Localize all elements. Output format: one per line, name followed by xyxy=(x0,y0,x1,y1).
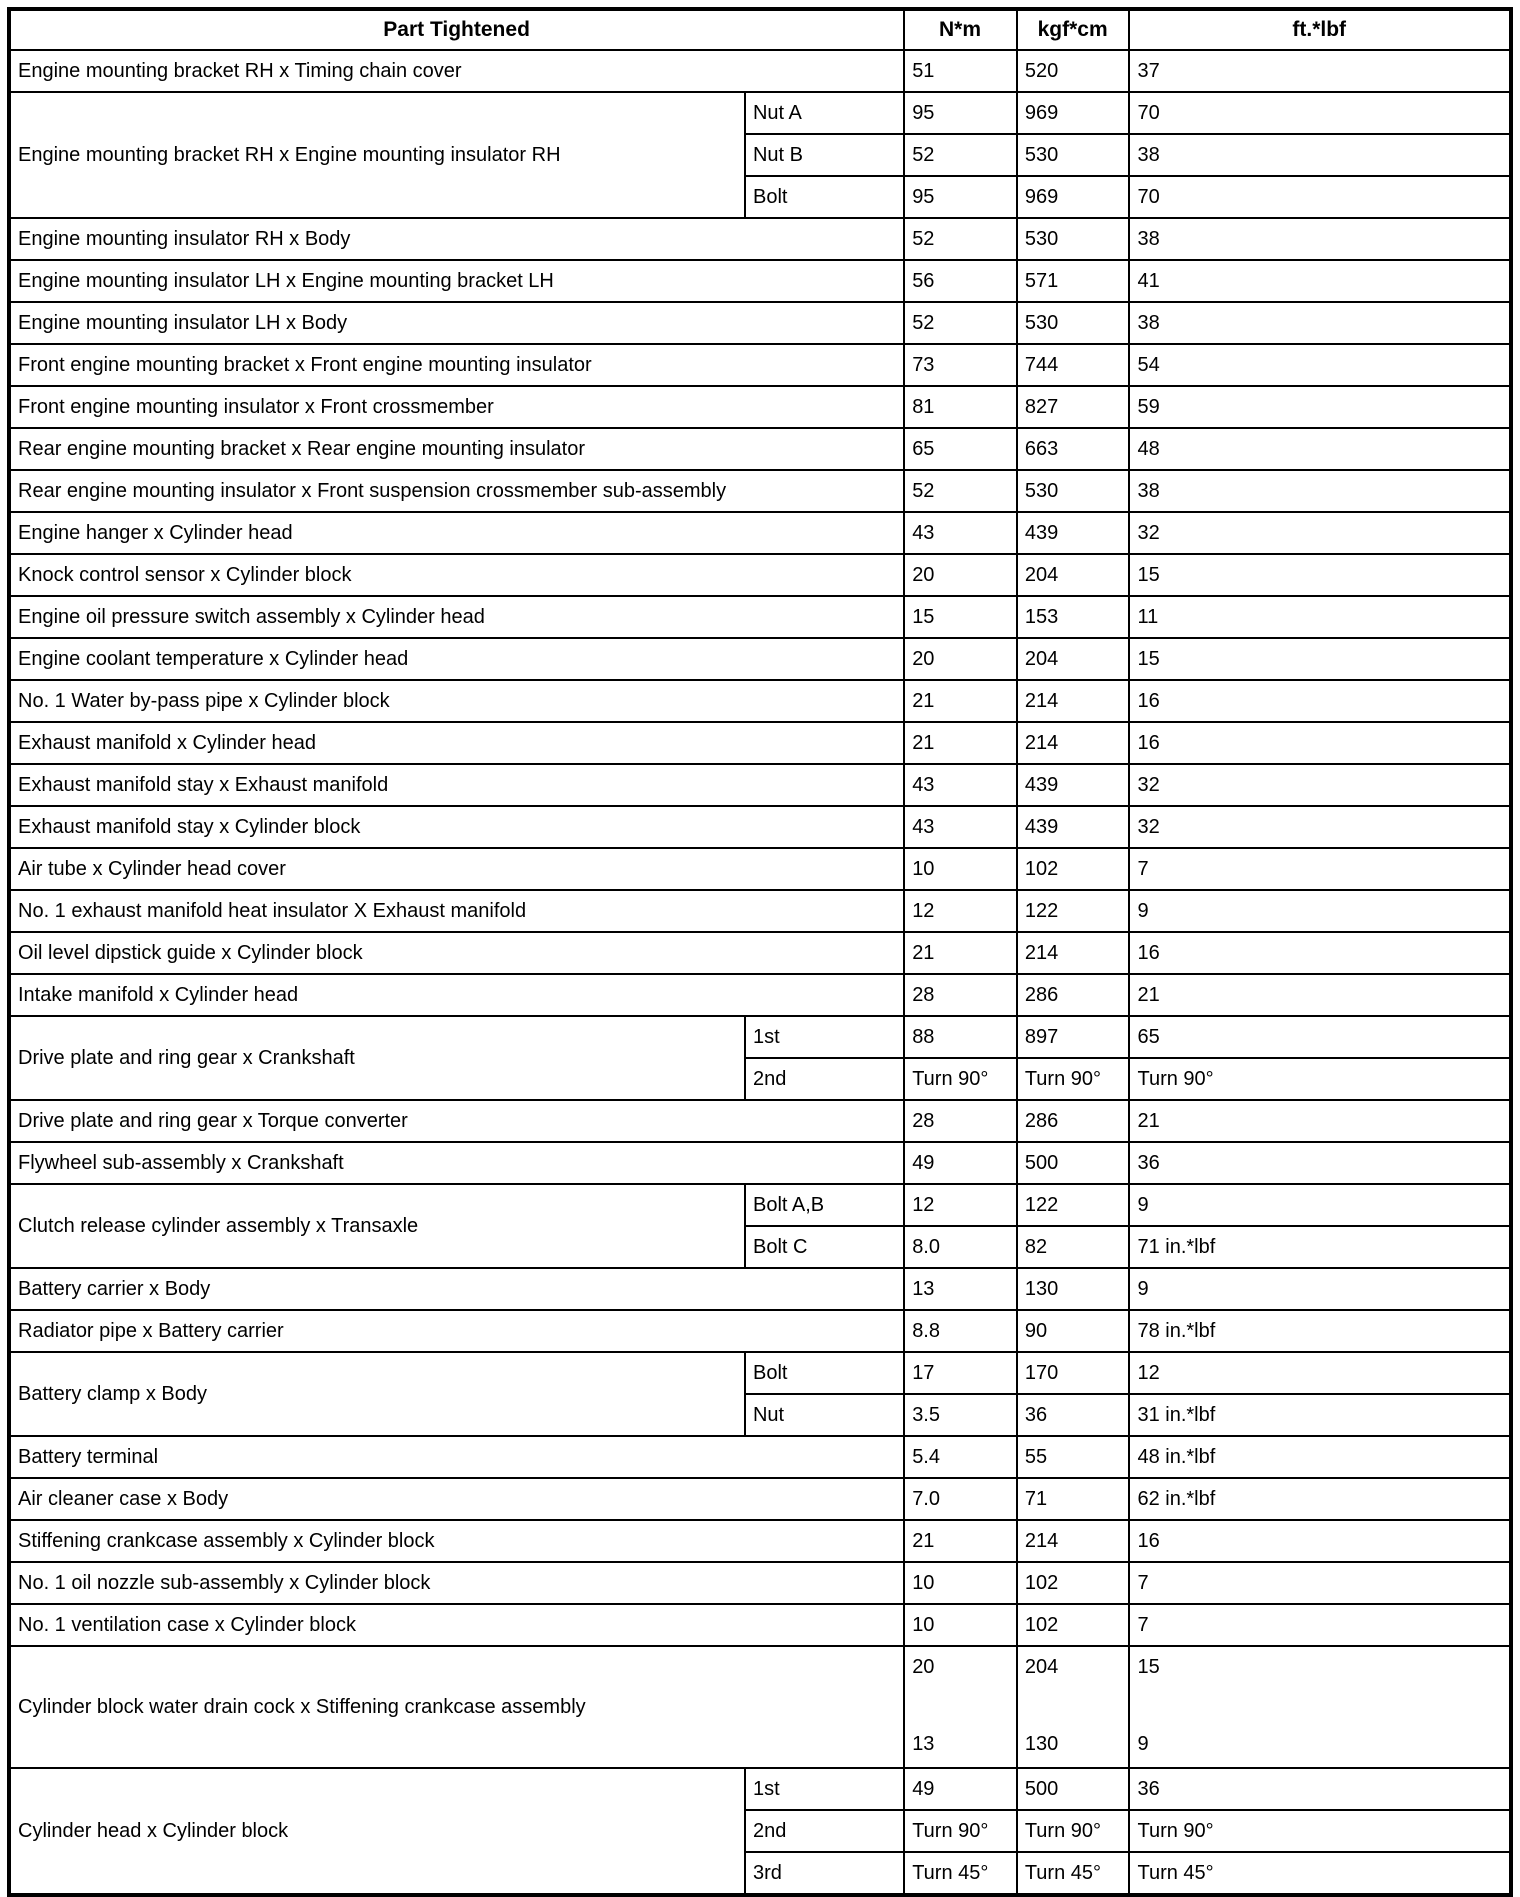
spec-row xyxy=(9,680,1511,722)
part-name-cell: Knock control sensor x Cylinder block xyxy=(9,554,904,596)
ftlbf-value-cell: 9 xyxy=(1129,1268,1511,1310)
torque-spec-table xyxy=(7,7,1513,1897)
part-name-cell: Air tube x Cylinder head cover xyxy=(9,848,904,890)
kgfcm-value-cell: 214 xyxy=(1017,680,1130,722)
nm-value-cell: 88 xyxy=(904,1016,1017,1058)
spec-row xyxy=(9,806,1511,848)
fastener-label-cell: Bolt xyxy=(745,1352,904,1394)
spec-row xyxy=(9,1016,1511,1058)
part-name-cell: Front engine mounting bracket x Front engine mounting insulator xyxy=(9,344,904,386)
ftlbf-value-cell: 16 xyxy=(1129,932,1511,974)
ftlbf-value-cell: 71 in.*lbf xyxy=(1129,1226,1511,1268)
part-name-cell: Rear engine mounting bracket x Rear engine mounting insulator xyxy=(9,428,904,470)
kgfcm-value-cell: 530 xyxy=(1017,470,1130,512)
ftlbf-value-cell: 70 xyxy=(1129,92,1511,134)
kgfcm-value-cell: 122 xyxy=(1017,1184,1130,1226)
part-name-cell: Engine coolant temperature x Cylinder head xyxy=(9,638,904,680)
part-name-cell: Engine mounting insulator RH x Body xyxy=(9,218,904,260)
col-header-kgfcm: kgf*cm xyxy=(1017,9,1130,50)
nm-value-cell: 95 xyxy=(904,176,1017,218)
part-name-cell: No. 1 exhaust manifold heat insulator X Exhaust manifold xyxy=(9,890,904,932)
ftlbf-value-cell: 15 xyxy=(1129,638,1511,680)
nm-value-cell: 8.8 xyxy=(904,1310,1017,1352)
spec-row xyxy=(9,1268,1511,1310)
kgfcm-value-cell: 102 xyxy=(1017,1562,1130,1604)
ftlbf-value-cell: 21 xyxy=(1129,974,1511,1016)
value-line: 20 xyxy=(912,1656,935,1678)
kgfcm-value-cell: 214 xyxy=(1017,722,1130,764)
kgfcm-value-cell: 439 xyxy=(1017,512,1130,554)
kgfcm-value-cell: 214 xyxy=(1017,1520,1130,1562)
ftlbf-value-cell: 62 in.*lbf xyxy=(1129,1478,1511,1520)
nm-value-cell: 12 xyxy=(904,1184,1017,1226)
kgfcm-value-cell: 969 xyxy=(1017,92,1130,134)
kgfcm-value-cell: 500 xyxy=(1017,1142,1130,1184)
kgfcm-value-cell: 170 xyxy=(1017,1352,1130,1394)
part-name-cell: No. 1 oil nozzle sub-assembly x Cylinder block xyxy=(9,1562,904,1604)
part-name-cell: Engine hanger x Cylinder head xyxy=(9,512,904,554)
spec-row xyxy=(9,260,1511,302)
ftlbf-value-cell: 38 xyxy=(1129,470,1511,512)
spec-row xyxy=(9,596,1511,638)
kgfcm-value-cell: Turn 90° xyxy=(1017,1058,1130,1100)
spec-row xyxy=(9,92,1511,134)
spec-row xyxy=(9,1604,1511,1646)
nm-value-cell: 43 xyxy=(904,764,1017,806)
kgfcm-value-cell: 897 xyxy=(1017,1016,1130,1058)
spec-row xyxy=(9,344,1511,386)
part-name-cell: Cylinder block water drain cock x Stiffening crankcase assembly xyxy=(9,1646,904,1768)
spec-row xyxy=(9,470,1511,512)
part-name-cell: Radiator pipe x Battery carrier xyxy=(9,1310,904,1352)
nm-value-cell: 10 xyxy=(904,1562,1017,1604)
nm-value-cell: 13 xyxy=(904,1268,1017,1310)
ftlbf-value-cell: 41 xyxy=(1129,260,1511,302)
kgfcm-value-cell: 102 xyxy=(1017,1604,1130,1646)
ftlbf-value-cell: 32 xyxy=(1129,512,1511,554)
nm-value-cell: 49 xyxy=(904,1142,1017,1184)
ftlbf-value-cell: 32 xyxy=(1129,764,1511,806)
spec-row xyxy=(9,386,1511,428)
part-name-cell: Battery carrier x Body xyxy=(9,1268,904,1310)
ftlbf-value-cell: 59 xyxy=(1129,386,1511,428)
ftlbf-value-cell: Turn 45° xyxy=(1129,1852,1511,1895)
torque-spec-table-body xyxy=(9,50,1511,1895)
nm-value-cell: Turn 90° xyxy=(904,1810,1017,1852)
kgfcm-value-cell: Turn 90° xyxy=(1017,1810,1130,1852)
kgfcm-value-cell: 286 xyxy=(1017,974,1130,1016)
part-name-cell: Engine mounting insulator LH x Body xyxy=(9,302,904,344)
nm-value-cell: 52 xyxy=(904,218,1017,260)
fastener-label-cell: 2nd xyxy=(745,1810,904,1852)
nm-value-cell: 10 xyxy=(904,1604,1017,1646)
kgfcm-value-cell: 122 xyxy=(1017,890,1130,932)
ftlbf-value-cell: 32 xyxy=(1129,806,1511,848)
kgfcm-value-cell: 102 xyxy=(1017,848,1130,890)
fastener-label-cell: Bolt A,B xyxy=(745,1184,904,1226)
nm-value-cell: 20 xyxy=(904,554,1017,596)
spec-row xyxy=(9,974,1511,1016)
ftlbf-value-cell: 16 xyxy=(1129,722,1511,764)
nm-value-cell: 56 xyxy=(904,260,1017,302)
nm-value-cell: 43 xyxy=(904,806,1017,848)
part-name-cell: Front engine mounting insulator x Front crossmember xyxy=(9,386,904,428)
col-header-ftlbf: ft.*lbf xyxy=(1129,9,1511,50)
kgfcm-value-cell: 55 xyxy=(1017,1436,1130,1478)
ftlbf-value-cell: 38 xyxy=(1129,302,1511,344)
kgfcm-value-cell: 530 xyxy=(1017,218,1130,260)
ftlbf-value-cell: 21 xyxy=(1129,1100,1511,1142)
kgfcm-value-cell: 36 xyxy=(1017,1394,1130,1436)
spec-row xyxy=(9,302,1511,344)
nm-value-cell: 17 xyxy=(904,1352,1017,1394)
ftlbf-value-cell: Turn 90° xyxy=(1129,1810,1511,1852)
kgfcm-value-cell: 130 xyxy=(1017,1268,1130,1310)
spec-row xyxy=(9,890,1511,932)
spec-row xyxy=(9,554,1511,596)
spec-row xyxy=(9,1142,1511,1184)
ftlbf-value-cell: 36 xyxy=(1129,1142,1511,1184)
kgfcm-value-cell: 71 xyxy=(1017,1478,1130,1520)
kgfcm-value-cell: 827 xyxy=(1017,386,1130,428)
value-line: 130 xyxy=(1024,1733,1059,1755)
nm-value-cell: 43 xyxy=(904,512,1017,554)
spec-row xyxy=(9,1100,1511,1142)
ftlbf-value-cell: 12 xyxy=(1129,1352,1511,1394)
ftlbf-value-cell: 65 xyxy=(1129,1016,1511,1058)
nm-value-cell: 52 xyxy=(904,302,1017,344)
ftlbf-value-cell: 38 xyxy=(1129,134,1511,176)
spec-row xyxy=(9,848,1511,890)
kgfcm-value-cell: 744 xyxy=(1017,344,1130,386)
ftlbf-value-cell: 38 xyxy=(1129,218,1511,260)
kgfcm-value-cell: 663 xyxy=(1017,428,1130,470)
ftlbf-value-cell: 37 xyxy=(1129,50,1511,92)
nm-value-cell: 7.0 xyxy=(904,1478,1017,1520)
value-line: 13 xyxy=(912,1733,935,1755)
nm-value-cell: 65 xyxy=(904,428,1017,470)
kgfcm-value-cell: 90 xyxy=(1017,1310,1130,1352)
part-name-cell: Oil level dipstick guide x Cylinder block xyxy=(9,932,904,974)
spec-row xyxy=(9,932,1511,974)
nm-value-cell: 21 xyxy=(904,932,1017,974)
part-name-cell: Drive plate and ring gear x Torque converter xyxy=(9,1100,904,1142)
ftlbf-value-cell xyxy=(1129,1646,1511,1768)
nm-value-cell: Turn 90° xyxy=(904,1058,1017,1100)
part-name-cell: Air cleaner case x Body xyxy=(9,1478,904,1520)
part-name-cell: Intake manifold x Cylinder head xyxy=(9,974,904,1016)
ftlbf-value-cell: 78 in.*lbf xyxy=(1129,1310,1511,1352)
part-name-cell: Cylinder head x Cylinder block xyxy=(9,1768,745,1895)
part-name-cell: Exhaust manifold stay x Exhaust manifold xyxy=(9,764,904,806)
nm-value-cell: 28 xyxy=(904,1100,1017,1142)
spec-row xyxy=(9,1184,1511,1226)
part-name-cell: No. 1 ventilation case x Cylinder block xyxy=(9,1604,904,1646)
nm-value-cell: 15 xyxy=(904,596,1017,638)
ftlbf-value-cell: 9 xyxy=(1129,890,1511,932)
nm-value-cell: Turn 45° xyxy=(904,1852,1017,1895)
part-name-cell: Battery clamp x Body xyxy=(9,1352,745,1436)
spec-row xyxy=(9,1562,1511,1604)
kgfcm-value-cell: Turn 45° xyxy=(1017,1852,1130,1895)
ftlbf-value-cell: Turn 90° xyxy=(1129,1058,1511,1100)
ftlbf-value-cell: 16 xyxy=(1129,680,1511,722)
col-header-nm: N*m xyxy=(904,9,1017,50)
nm-value-cell: 21 xyxy=(904,722,1017,764)
spec-row xyxy=(9,428,1511,470)
nm-value-cell: 28 xyxy=(904,974,1017,1016)
fastener-label-cell: Nut xyxy=(745,1394,904,1436)
kgfcm-value-cell: 439 xyxy=(1017,806,1130,848)
kgfcm-value-cell: 520 xyxy=(1017,50,1130,92)
nm-value-cell: 21 xyxy=(904,680,1017,722)
kgfcm-value-cell: 204 xyxy=(1017,638,1130,680)
kgfcm-value-cell: 969 xyxy=(1017,176,1130,218)
ftlbf-value-cell: 16 xyxy=(1129,1520,1511,1562)
part-name-cell: Engine mounting insulator LH x Engine mounting bracket LH xyxy=(9,260,904,302)
spec-row xyxy=(9,1310,1511,1352)
nm-value-cell: 3.5 xyxy=(904,1394,1017,1436)
ftlbf-value-cell: 31 in.*lbf xyxy=(1129,1394,1511,1436)
kgfcm-value-cell: 530 xyxy=(1017,302,1130,344)
kgfcm-value-cell: 439 xyxy=(1017,764,1130,806)
nm-value-cell: 8.0 xyxy=(904,1226,1017,1268)
nm-value-cell: 21 xyxy=(904,1520,1017,1562)
part-name-cell: Exhaust manifold x Cylinder head xyxy=(9,722,904,764)
nm-value-cell: 5.4 xyxy=(904,1436,1017,1478)
ftlbf-value-cell: 70 xyxy=(1129,176,1511,218)
part-name-cell: Drive plate and ring gear x Crankshaft xyxy=(9,1016,745,1100)
header-row xyxy=(9,9,1511,50)
part-name-cell: Engine oil pressure switch assembly x Cylinder head xyxy=(9,596,904,638)
ftlbf-value-cell: 36 xyxy=(1129,1768,1511,1810)
nm-value-cell: 52 xyxy=(904,134,1017,176)
kgfcm-value-cell: 153 xyxy=(1017,596,1130,638)
spec-row xyxy=(9,1768,1511,1810)
nm-value-cell: 51 xyxy=(904,50,1017,92)
kgfcm-value-cell: 286 xyxy=(1017,1100,1130,1142)
fastener-label-cell: Bolt xyxy=(745,176,904,218)
nm-value-cell: 49 xyxy=(904,1768,1017,1810)
fastener-label-cell: Bolt C xyxy=(745,1226,904,1268)
spec-row xyxy=(9,1352,1511,1394)
ftlbf-value-cell: 54 xyxy=(1129,344,1511,386)
spec-row xyxy=(9,512,1511,554)
spec-row xyxy=(9,764,1511,806)
part-name-cell: Clutch release cylinder assembly x Transaxle xyxy=(9,1184,745,1268)
value-line: 204 xyxy=(1024,1656,1059,1678)
kgfcm-value-cell: 214 xyxy=(1017,932,1130,974)
spec-row xyxy=(9,1520,1511,1562)
part-name-cell: Rear engine mounting insulator x Front suspension crossmember sub-assembly xyxy=(9,470,904,512)
spec-row xyxy=(9,722,1511,764)
nm-value-cell: 73 xyxy=(904,344,1017,386)
fastener-label-cell: Nut A xyxy=(745,92,904,134)
kgfcm-value-cell: 500 xyxy=(1017,1768,1130,1810)
kgfcm-value-cell: 204 xyxy=(1017,554,1130,596)
fastener-label-cell: 1st xyxy=(745,1016,904,1058)
nm-value-cell: 95 xyxy=(904,92,1017,134)
nm-value-cell: 81 xyxy=(904,386,1017,428)
ftlbf-value-cell: 7 xyxy=(1129,1604,1511,1646)
kgfcm-value-cell: 571 xyxy=(1017,260,1130,302)
part-name-cell: Battery terminal xyxy=(9,1436,904,1478)
value-line: 9 xyxy=(1137,1733,1149,1755)
nm-value-cell: 52 xyxy=(904,470,1017,512)
spec-row xyxy=(9,50,1511,92)
part-name-cell: Engine mounting bracket RH x Engine mounting insulator RH xyxy=(9,92,745,218)
part-name-cell: Exhaust manifold stay x Cylinder block xyxy=(9,806,904,848)
part-name-cell: No. 1 Water by-pass pipe x Cylinder block xyxy=(9,680,904,722)
ftlbf-value-cell: 9 xyxy=(1129,1184,1511,1226)
fastener-label-cell: 1st xyxy=(745,1768,904,1810)
ftlbf-value-cell: 7 xyxy=(1129,1562,1511,1604)
part-name-cell: Stiffening crankcase assembly x Cylinder block xyxy=(9,1520,904,1562)
nm-value-cell xyxy=(904,1646,1017,1768)
part-name-cell: Flywheel sub-assembly x Crankshaft xyxy=(9,1142,904,1184)
fastener-label-cell: 3rd xyxy=(745,1852,904,1895)
kgfcm-value-cell: 82 xyxy=(1017,1226,1130,1268)
fastener-label-cell: Nut B xyxy=(745,134,904,176)
kgfcm-value-cell xyxy=(1017,1646,1130,1768)
spec-row xyxy=(9,1436,1511,1478)
nm-value-cell: 20 xyxy=(904,638,1017,680)
spec-row xyxy=(9,1646,1511,1768)
nm-value-cell: 10 xyxy=(904,848,1017,890)
spec-row xyxy=(9,218,1511,260)
ftlbf-value-cell: 48 xyxy=(1129,428,1511,470)
nm-value-cell: 12 xyxy=(904,890,1017,932)
ftlbf-value-cell: 11 xyxy=(1129,596,1511,638)
ftlbf-value-cell: 7 xyxy=(1129,848,1511,890)
part-name-cell: Engine mounting bracket RH x Timing chain cover xyxy=(9,50,904,92)
spec-row xyxy=(9,638,1511,680)
ftlbf-value-cell: 48 in.*lbf xyxy=(1129,1436,1511,1478)
ftlbf-value-cell: 15 xyxy=(1129,554,1511,596)
kgfcm-value-cell: 530 xyxy=(1017,134,1130,176)
value-line: 15 xyxy=(1137,1656,1160,1678)
col-header-part-tightened: Part Tightened xyxy=(9,9,904,50)
spec-row xyxy=(9,1478,1511,1520)
fastener-label-cell: 2nd xyxy=(745,1058,904,1100)
